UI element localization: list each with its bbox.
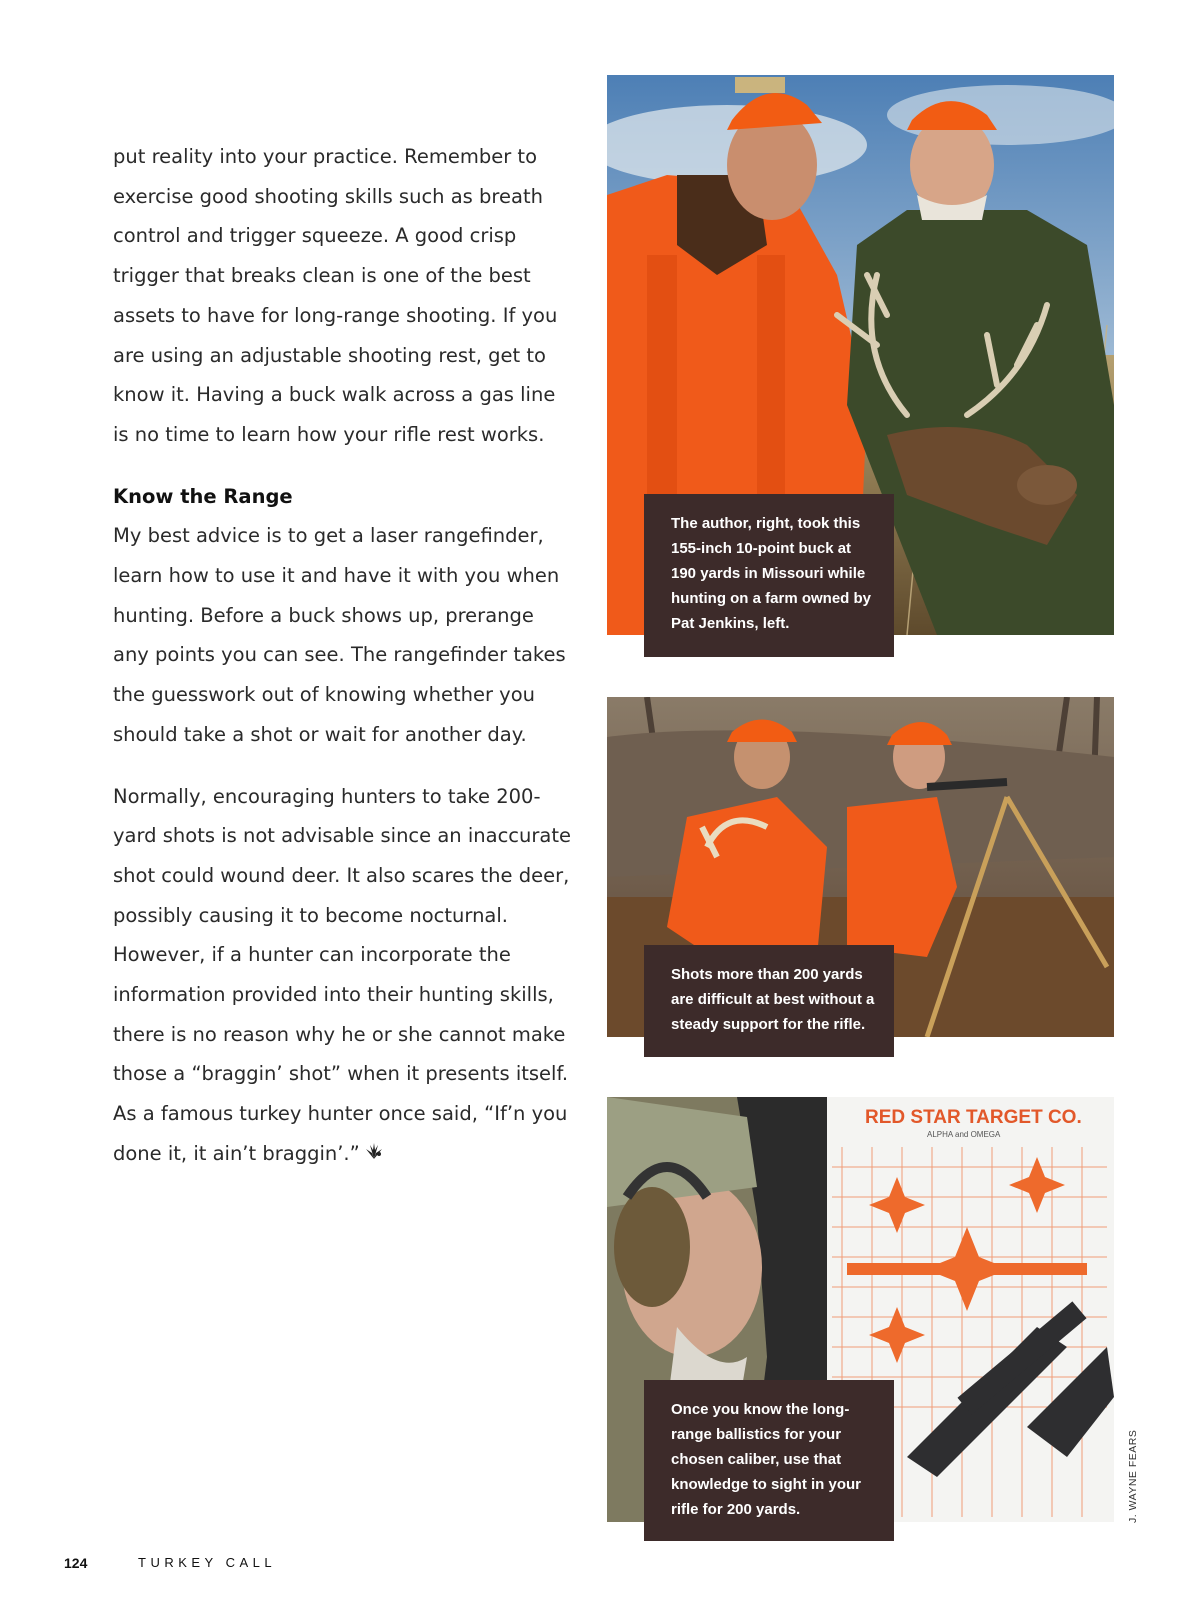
section-heading: Know the Range xyxy=(113,484,293,508)
paragraph-2: My best advice is to get a laser rangefinder, learn how to use it and have it with you when hunting. Before a buck shows up, prerange any points you can see. The rangefinder takes the guesswork out of knowing whether you should take a shot or wait for another day. xyxy=(113,524,566,746)
turkey-end-mark-icon xyxy=(364,1135,384,1175)
article-body xyxy=(113,137,573,1196)
target-subtitle: ALPHA and OMEGA xyxy=(927,1130,1001,1139)
target-title: RED STAR TARGET CO. xyxy=(865,1107,1082,1128)
photo-caption-3: Once you know the long-range ballistics for your chosen caliber, use that knowledge to sight in your rifle for 200 yards. xyxy=(644,1380,894,1541)
paragraph-1: put reality into your practice. Remember to exercise good shooting skills such as breath control and trigger squeeze. A good crisp trigger that breaks clean is one of the best assets to have for long-range shooting. If you are using an adjustable shooting rest, get to know it. Having a buck walk across a gas line is no time to learn how your rifle rest works. xyxy=(113,145,558,446)
page-number: 124 xyxy=(64,1555,88,1571)
paragraph-3 xyxy=(113,777,573,1175)
photo-caption-2: Shots more than 200 yards are difficult at best without a steady support for the rifle. xyxy=(644,945,894,1057)
publication-name: TURKEY CALL xyxy=(138,1555,277,1570)
paragraph-3-text: Normally, encouraging hunters to take 200-yard shots is not advisable since an inaccurate shot could wound deer. It also scares the deer, possibly causing it to become nocturnal. However, if a hunter can incorporate the information provided into their hunting skills, there is no reason why he or she cannot make those a “braggin’ shot” when it presents itself. As a famous turkey hunter once said, “If’n you done it, it ain’t braggin’.” xyxy=(113,784,571,1165)
photo-caption-1: The author, right, took this 155-inch 10-point buck at 190 yards in Missouri while hunting on a farm owned by Pat Jenkins, left. xyxy=(644,494,894,657)
photo-credit: J. WAYNE FEARS xyxy=(1127,1429,1139,1523)
